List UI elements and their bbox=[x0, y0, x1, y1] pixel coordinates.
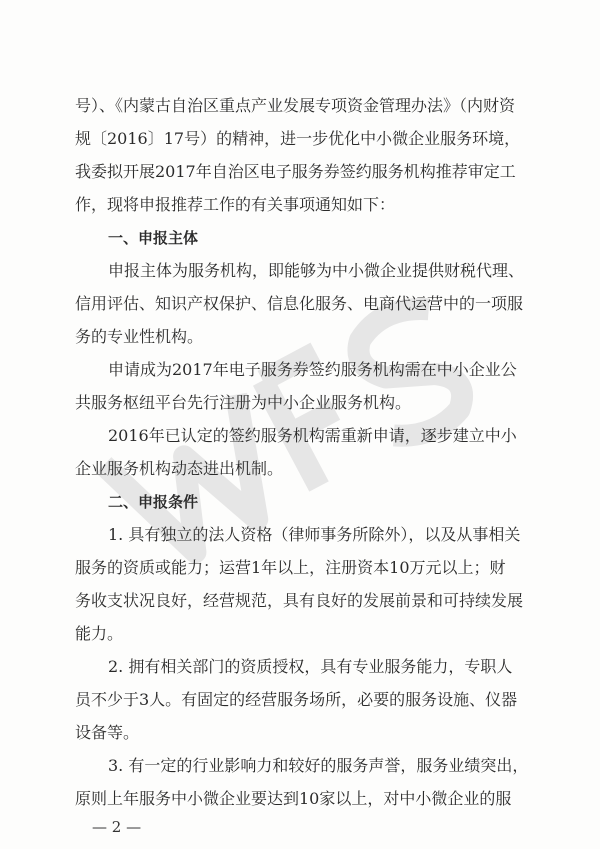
body-line: 共服务枢纽平台先行注册为中小企业服务机构。 bbox=[75, 393, 412, 412]
body-line: 设备等。 bbox=[75, 723, 140, 742]
body-line: 务的专业性机构。 bbox=[75, 327, 204, 346]
body-line: 企业服务机构动态进出机制。 bbox=[75, 459, 284, 478]
body-line: 信用评估、知识产权保护、信息化服务、电商代运营中的一项服 bbox=[75, 294, 524, 313]
body-line: 2. 拥有相关部门的资质授权，具有专业服务能力，专职人 bbox=[108, 657, 513, 676]
body-line: 号）、《内蒙古自治区重点产业发展专项资金管理办法》（内财资 bbox=[75, 96, 516, 115]
body-line: 1. 具有独立的法人资格（律师事务所除外），以及从事相关 bbox=[108, 525, 521, 544]
body-line: 3. 有一定的行业影响力和较好的服务声誉，服务业绩突出， bbox=[108, 756, 529, 775]
section-heading: 二、申报条件 bbox=[108, 493, 199, 511]
body-line: 务收支状况良好，经营规范，具有良好的发展前景和可持续发展 bbox=[75, 591, 524, 610]
body-line: 员不少于3人。有固定的经营服务场所，必要的服务设施、仪器 bbox=[75, 690, 518, 709]
body-line: 服务的资质或能力；运营1年以上，注册资本10万元以上；财 bbox=[75, 558, 506, 577]
body-line: 申报主体为服务机构，即能够为中小微企业提供财税代理、 bbox=[108, 261, 525, 280]
body-line: 申请成为2017年电子服务券签约服务机构需在中小企业公 bbox=[108, 360, 517, 379]
section-heading: 一、申报主体 bbox=[108, 229, 199, 247]
body-line: 2016年已认定的签约服务机构需重新申请，逐步建立中小 bbox=[108, 426, 517, 445]
page-number: — 2 — bbox=[92, 818, 142, 836]
body-line: 作，现将申报推荐工作的有关事项通知如下： bbox=[75, 195, 396, 214]
body-line: 规〔2016〕17号）的精神，进一步优化中小微企业服务环境， bbox=[75, 129, 521, 148]
body-line: 我委拟开展2017年自治区电子服务券签约服务机构推荐审定工 bbox=[75, 162, 516, 181]
body-line: 能力。 bbox=[75, 624, 124, 643]
body-line: 原则上年服务中小微企业要达到10家以上，对中小微企业的服 bbox=[75, 789, 512, 808]
